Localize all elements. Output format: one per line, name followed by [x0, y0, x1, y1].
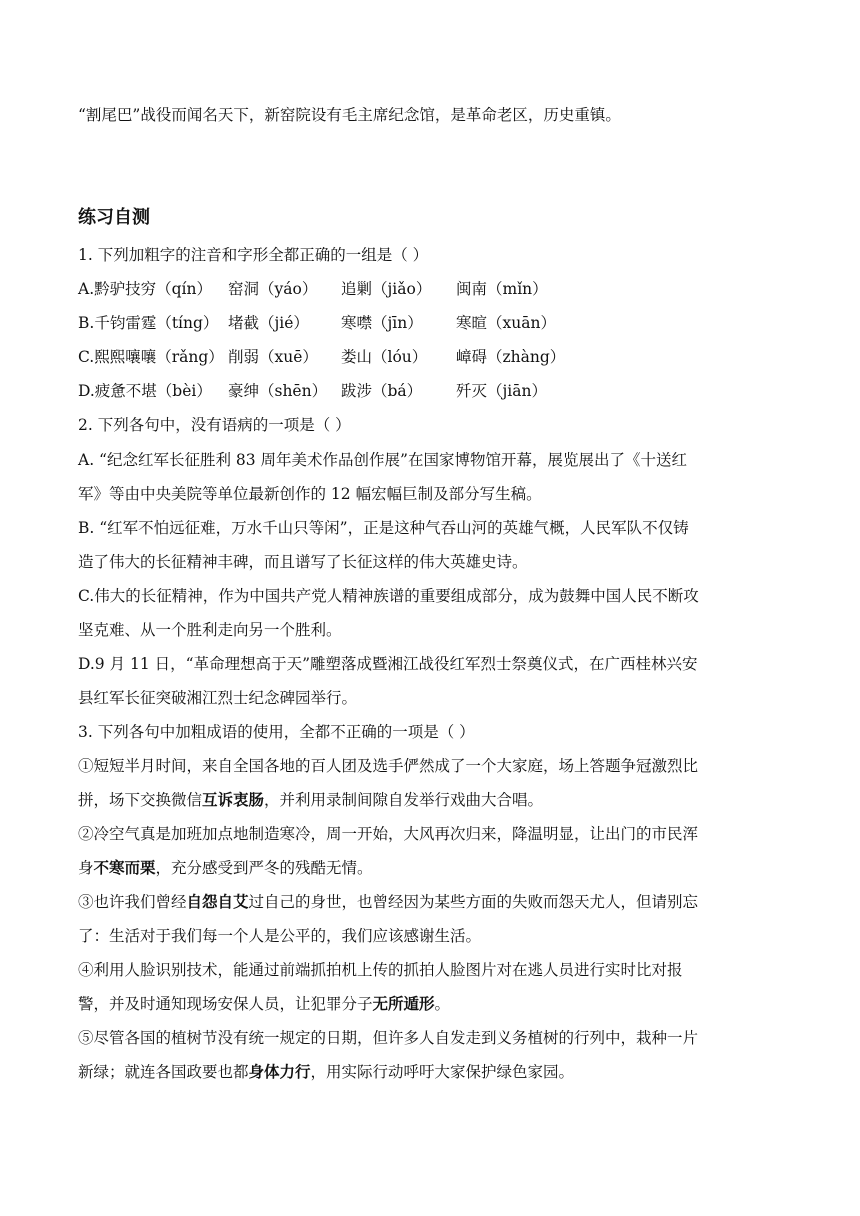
q1-c-item-1: C.熙熙嚷嚷（rǎng）: [78, 348, 224, 366]
q3-sentence-3-line-1: [78, 892, 698, 912]
q3-sentence-1-line-1: ①短短半月时间，来自全国各地的百人团及选手俨然成了一个大家庭，场上答题争冠激烈比: [78, 757, 699, 775]
q3-sentence-4-line-1: ④利用人脸识别技术，能通过前端抓拍机上传的抓拍人脸图片对在逃人员进行实时比对报: [78, 961, 683, 979]
bold-idiom: 不寒而栗: [93, 858, 156, 877]
bold-idiom: 自怨自艾: [186, 892, 249, 911]
q3-sentence-1-line-2: [78, 790, 543, 810]
q1-a-item-4: 闽南（mǐn）: [456, 280, 548, 298]
q1-a-item-3: 追剿（jiǎo）: [341, 280, 432, 298]
q1-d-item-3: 跋涉（bá）: [341, 382, 423, 400]
text-run: ，用实际行动呼吁大家保护绿色家园。: [310, 1063, 575, 1081]
text-run: ，并利用录制间隙自发举行戏曲大合唱。: [264, 791, 544, 809]
q1-d-item-2: 豪绅（shēn）: [228, 382, 328, 400]
q1-d-item-1: D.疲惫不堪（bèi）: [78, 382, 212, 400]
q3-sentence-4-line-2: [78, 994, 450, 1014]
q2-option-a-line-1: A. “纪念红军长征胜利 83 周年美术作品创作展”在国家博物馆开幕，展览展出了《十送红: [78, 451, 687, 469]
q1-option-d: [78, 381, 547, 401]
text-run: ，充分感受到严冬的残酷无情。: [155, 859, 373, 877]
text-run: 拼，场下交换微信: [78, 791, 203, 809]
q3-sentence-3-line-2: 了：生活对于我们每一个人是公平的，我们应该感谢生活。: [78, 927, 482, 945]
intro-paragraph: “割尾巴”战役而闻名天下，新窑院设有毛主席纪念馆，是革命老区，历史重镇。: [78, 106, 621, 124]
q1-b-item-1: B.千钧雷霆（tíng）: [78, 314, 219, 332]
q1-option-a: [78, 279, 548, 299]
text-run: 身: [78, 859, 94, 877]
q2-option-d-line-2: 县红军长征突破湘江烈士纪念碑园举行。: [78, 689, 358, 707]
q2-stem: 2. 下列各句中，没有语病的一项是（ ）: [78, 416, 351, 434]
q3-sentence-5-line-1: ⑤尽管各国的植树节没有统一规定的日期，但许多人自发走到义务植树的行列中，栽种一片: [78, 1029, 699, 1047]
text-run: 新绿；就连各国政要也都: [78, 1063, 249, 1081]
q2-option-b-line-2: 造了伟大的长征精神丰碑，而且谱写了长征这样的伟大英雄史诗。: [78, 553, 528, 571]
q2-option-d-line-1: D.9 月 11 日，“革命理想高于天”雕塑落成暨湘江战役红军烈士祭奠仪式，在广西桂林兴安: [78, 655, 698, 673]
q1-stem: 1. 下列加粗字的注音和字形全都正确的一组是（ ）: [78, 246, 429, 264]
bold-idiom: 互诉衷肠: [202, 790, 265, 809]
q3-sentence-2-line-2: [78, 858, 373, 878]
q3-sentence-5-line-2: [78, 1062, 574, 1082]
q2-option-c-line-2: 坚克难、从一个胜利走向另一个胜利。: [78, 621, 342, 639]
q1-a-item-1: A.黔驴技穷（qín）: [78, 280, 212, 298]
q1-a-item-2: 窑洞（yáo）: [228, 280, 318, 298]
section-title: 练习自测: [78, 207, 150, 228]
text-run: 警，并及时通知现场安保人员，让犯罪分子: [78, 995, 373, 1013]
text-run: 。: [434, 995, 451, 1013]
q1-d-item-4: 歼灭（jiān）: [456, 382, 547, 400]
q2-option-a-line-2: 军》等由中央美院等单位最新创作的 12 幅宏幅巨制及部分写生稿。: [78, 485, 542, 503]
q2-option-c-line-1: C.伟大的长征精神，作为中国共产党人精神族谱的重要组成部分，成为鼓舞中国人民不断攻: [78, 587, 699, 605]
q2-option-b-line-1: B. “红军不怕远征难，万水千山只等闲”，正是这种气吞山河的英雄气概，人民军队不仅铸: [78, 519, 689, 537]
q1-option-c: [78, 347, 565, 367]
q3-sentence-2-line-1: ②冷空气真是加班加点地制造寒冷，周一开始，大风再次归来，降温明显，让出门的市民浑: [78, 825, 699, 843]
q1-b-item-2: 堵截（jié）: [228, 314, 309, 332]
q1-option-b: [78, 313, 556, 333]
text-run: 过自己的身世，也曾经因为某些方面的失败而怨天尤人，但请别忘: [248, 893, 699, 911]
q1-b-item-4: 寒暄（xuān）: [456, 314, 556, 332]
q1-b-item-3: 寒噤（jīn）: [341, 314, 423, 332]
bold-idiom: 身体力行: [248, 1062, 311, 1081]
text-run: ③也许我们曾经: [78, 893, 187, 911]
q1-c-item-4: 嶂碍（zhàng）: [456, 348, 566, 366]
q1-c-item-3: 娄山（lóu）: [341, 348, 428, 366]
bold-idiom: 无所遁形: [372, 994, 435, 1013]
q3-stem: 3. 下列各句中加粗成语的使用，全都不正确的一项是（ ）: [78, 723, 475, 741]
q1-c-item-2: 削弱（xuē）: [228, 348, 318, 366]
